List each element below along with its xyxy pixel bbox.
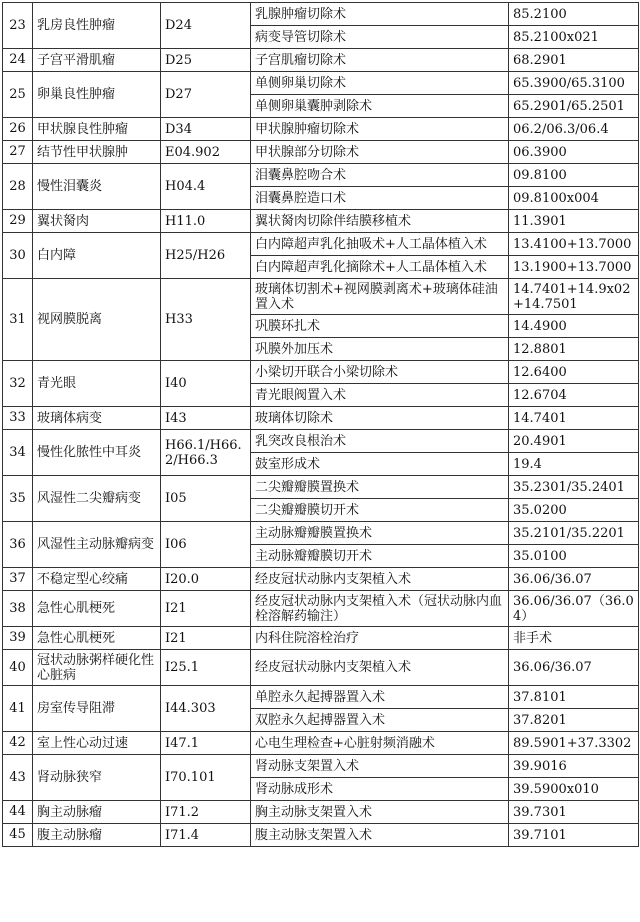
procedure-code-cell: 36.06/36.07（36.04） xyxy=(509,591,639,627)
procedure-code-cell: 11.3901 xyxy=(509,210,639,233)
disease-name-cell: 肾动脉狭窄 xyxy=(33,755,161,801)
procedure-code-cell: 非手术 xyxy=(509,627,639,650)
procedure-code-cell: 13.1900+13.7000 xyxy=(509,256,639,279)
procedure-code-cell: 35.0200 xyxy=(509,499,639,522)
procedure-code-cell: 35.0100 xyxy=(509,545,639,568)
procedure-name-cell: 肾动脉支架置入术 xyxy=(251,755,509,778)
table-row xyxy=(3,3,639,26)
disease-name-cell: 房室传导阻滞 xyxy=(33,686,161,732)
table-row xyxy=(3,686,639,709)
procedure-code-cell: 37.8101 xyxy=(509,686,639,709)
procedure-name-cell: 病变导管切除术 xyxy=(251,26,509,49)
row-number-cell: 38 xyxy=(3,591,33,627)
disease-name-cell: 风湿性主动脉瓣病变 xyxy=(33,522,161,568)
row-number-cell: 39 xyxy=(3,627,33,650)
procedure-name-cell: 乳腺肿瘤切除术 xyxy=(251,3,509,26)
procedure-code-cell: 35.2101/35.2201 xyxy=(509,522,639,545)
procedure-code-cell: 12.8801 xyxy=(509,338,639,361)
row-number-cell: 44 xyxy=(3,801,33,824)
row-number-cell: 32 xyxy=(3,361,33,407)
procedure-name-cell: 甲状腺部分切除术 xyxy=(251,141,509,164)
icd-code-cell: I05 xyxy=(161,476,251,522)
disease-procedure-table xyxy=(2,2,639,847)
disease-name-cell: 乳房良性肿瘤 xyxy=(33,3,161,49)
icd-code-cell: D34 xyxy=(161,118,251,141)
row-number-cell: 26 xyxy=(3,118,33,141)
disease-name-cell: 青光眼 xyxy=(33,361,161,407)
icd-code-cell: I70.101 xyxy=(161,755,251,801)
procedure-name-cell: 主动脉瓣瓣膜置换术 xyxy=(251,522,509,545)
icd-code-cell: D25 xyxy=(161,49,251,72)
table-row xyxy=(3,650,639,686)
procedure-code-cell: 06.3900 xyxy=(509,141,639,164)
procedure-code-cell: 19.4 xyxy=(509,453,639,476)
procedure-name-cell: 经皮冠状动脉内支架植入术（冠状动脉内血栓溶解药输注） xyxy=(251,591,509,627)
procedure-code-cell: 39.9016 xyxy=(509,755,639,778)
disease-name-cell: 结节性甲状腺肿 xyxy=(33,141,161,164)
disease-name-cell: 室上性心动过速 xyxy=(33,732,161,755)
disease-name-cell: 翼状胬肉 xyxy=(33,210,161,233)
row-number-cell: 29 xyxy=(3,210,33,233)
procedure-name-cell: 肾动脉成形术 xyxy=(251,778,509,801)
procedure-code-cell: 12.6400 xyxy=(509,361,639,384)
icd-code-cell: I21 xyxy=(161,627,251,650)
procedure-code-cell: 85.2100 xyxy=(509,3,639,26)
procedure-name-cell: 乳突改良根治术 xyxy=(251,430,509,453)
disease-name-cell: 白内障 xyxy=(33,233,161,279)
procedure-name-cell: 青光眼阀置入术 xyxy=(251,384,509,407)
procedure-code-cell: 36.06/36.07 xyxy=(509,650,639,686)
table-row xyxy=(3,49,639,72)
icd-code-cell: I47.1 xyxy=(161,732,251,755)
disease-name-cell: 风湿性二尖瓣病变 xyxy=(33,476,161,522)
table-row xyxy=(3,627,639,650)
procedure-name-cell: 内科住院溶栓治疗 xyxy=(251,627,509,650)
table-row xyxy=(3,164,639,187)
icd-code-cell: I25.1 xyxy=(161,650,251,686)
icd-code-cell: E04.902 xyxy=(161,141,251,164)
procedure-name-cell: 二尖瓣瓣膜置换术 xyxy=(251,476,509,499)
procedure-code-cell: 68.2901 xyxy=(509,49,639,72)
icd-code-cell: H33 xyxy=(161,279,251,361)
procedure-name-cell: 子宫肌瘤切除术 xyxy=(251,49,509,72)
icd-code-cell: H04.4 xyxy=(161,164,251,210)
row-number-cell: 45 xyxy=(3,824,33,847)
icd-code-cell: I71.2 xyxy=(161,801,251,824)
procedure-name-cell: 单侧卵巢切除术 xyxy=(251,72,509,95)
row-number-cell: 40 xyxy=(3,650,33,686)
icd-code-cell: I43 xyxy=(161,407,251,430)
procedure-name-cell: 二尖瓣瓣膜切开术 xyxy=(251,499,509,522)
row-number-cell: 34 xyxy=(3,430,33,476)
procedure-name-cell: 心电生理检查+心脏射频消融术 xyxy=(251,732,509,755)
row-number-cell: 43 xyxy=(3,755,33,801)
procedure-name-cell: 双腔永久起搏器置入术 xyxy=(251,709,509,732)
procedure-name-cell: 经皮冠状动脉内支架植入术 xyxy=(251,568,509,591)
procedure-name-cell: 经皮冠状动脉内支架植入术 xyxy=(251,650,509,686)
procedure-code-cell: 36.06/36.07 xyxy=(509,568,639,591)
procedure-code-cell: 39.7301 xyxy=(509,801,639,824)
row-number-cell: 25 xyxy=(3,72,33,118)
procedure-code-cell: 85.2100x021 xyxy=(509,26,639,49)
disease-name-cell: 子宫平滑肌瘤 xyxy=(33,49,161,72)
disease-name-cell: 玻璃体病变 xyxy=(33,407,161,430)
procedure-name-cell: 泪囊鼻腔造口术 xyxy=(251,187,509,210)
procedure-code-cell: 09.8100 xyxy=(509,164,639,187)
table-row xyxy=(3,72,639,95)
icd-code-cell: I21 xyxy=(161,591,251,627)
table-row xyxy=(3,118,639,141)
procedure-code-cell: 39.7101 xyxy=(509,824,639,847)
row-number-cell: 37 xyxy=(3,568,33,591)
procedure-name-cell: 主动脉瓣瓣膜切开术 xyxy=(251,545,509,568)
table-row xyxy=(3,824,639,847)
table-row xyxy=(3,755,639,778)
table-row xyxy=(3,407,639,430)
icd-code-cell: I71.4 xyxy=(161,824,251,847)
procedure-name-cell: 小梁切开联合小梁切除术 xyxy=(251,361,509,384)
procedure-name-cell: 胸主动脉支架置入术 xyxy=(251,801,509,824)
row-number-cell: 27 xyxy=(3,141,33,164)
procedure-name-cell: 单腔永久起搏器置入术 xyxy=(251,686,509,709)
icd-code-cell: I44.303 xyxy=(161,686,251,732)
procedure-name-cell: 巩膜外加压术 xyxy=(251,338,509,361)
disease-name-cell: 急性心肌梗死 xyxy=(33,591,161,627)
row-number-cell: 35 xyxy=(3,476,33,522)
procedure-name-cell: 巩膜环扎术 xyxy=(251,315,509,338)
procedure-code-cell: 13.4100+13.7000 xyxy=(509,233,639,256)
table-row xyxy=(3,430,639,453)
row-number-cell: 24 xyxy=(3,49,33,72)
procedure-name-cell: 腹主动脉支架置入术 xyxy=(251,824,509,847)
disease-name-cell: 慢性泪囊炎 xyxy=(33,164,161,210)
table-row xyxy=(3,568,639,591)
disease-name-cell: 甲状腺良性肿瘤 xyxy=(33,118,161,141)
procedure-code-cell: 12.6704 xyxy=(509,384,639,407)
procedure-code-cell: 14.7401 xyxy=(509,407,639,430)
procedure-code-cell: 65.3900/65.3100 xyxy=(509,72,639,95)
row-number-cell: 42 xyxy=(3,732,33,755)
procedure-name-cell: 玻璃体切割术+视网膜剥离术+玻璃体硅油置入术 xyxy=(251,279,509,315)
disease-name-cell: 冠状动脉粥样硬化性心脏病 xyxy=(33,650,161,686)
disease-name-cell: 不稳定型心绞痛 xyxy=(33,568,161,591)
procedure-name-cell: 白内障超声乳化抽吸术+人工晶体植入术 xyxy=(251,233,509,256)
table-row xyxy=(3,361,639,384)
procedure-name-cell: 玻璃体切除术 xyxy=(251,407,509,430)
procedure-name-cell: 翼状胬肉切除伴结膜移植术 xyxy=(251,210,509,233)
table-row xyxy=(3,279,639,315)
table-row xyxy=(3,801,639,824)
row-number-cell: 30 xyxy=(3,233,33,279)
table-row xyxy=(3,476,639,499)
procedure-code-cell: 65.2901/65.2501 xyxy=(509,95,639,118)
table-body xyxy=(3,3,639,847)
table-row xyxy=(3,522,639,545)
table-row xyxy=(3,141,639,164)
procedure-name-cell: 鼓室形成术 xyxy=(251,453,509,476)
procedure-name-cell: 单侧卵巢囊肿剥除术 xyxy=(251,95,509,118)
row-number-cell: 33 xyxy=(3,407,33,430)
procedure-code-cell: 06.2/06.3/06.4 xyxy=(509,118,639,141)
icd-code-cell: I40 xyxy=(161,361,251,407)
disease-name-cell: 急性心肌梗死 xyxy=(33,627,161,650)
icd-code-cell: H11.0 xyxy=(161,210,251,233)
procedure-code-cell: 89.5901+37.3302 xyxy=(509,732,639,755)
disease-name-cell: 卵巢良性肿瘤 xyxy=(33,72,161,118)
procedure-name-cell: 泪囊鼻腔吻合术 xyxy=(251,164,509,187)
table-row xyxy=(3,233,639,256)
procedure-table-container xyxy=(2,2,638,847)
disease-name-cell: 胸主动脉瘤 xyxy=(33,801,161,824)
icd-code-cell: D24 xyxy=(161,3,251,49)
icd-code-cell: H66.1/H66.2/H66.3 xyxy=(161,430,251,476)
disease-name-cell: 腹主动脉瘤 xyxy=(33,824,161,847)
row-number-cell: 23 xyxy=(3,3,33,49)
procedure-name-cell: 甲状腺肿瘤切除术 xyxy=(251,118,509,141)
table-row xyxy=(3,732,639,755)
table-row xyxy=(3,591,639,627)
icd-code-cell: I06 xyxy=(161,522,251,568)
procedure-name-cell: 白内障超声乳化摘除术+人工晶体植入术 xyxy=(251,256,509,279)
icd-code-cell: D27 xyxy=(161,72,251,118)
disease-name-cell: 视网膜脱离 xyxy=(33,279,161,361)
procedure-code-cell: 14.7401+14.9x02+14.7501 xyxy=(509,279,639,315)
row-number-cell: 28 xyxy=(3,164,33,210)
table-row xyxy=(3,210,639,233)
procedure-code-cell: 20.4901 xyxy=(509,430,639,453)
procedure-code-cell: 39.5900x010 xyxy=(509,778,639,801)
disease-name-cell: 慢性化脓性中耳炎 xyxy=(33,430,161,476)
row-number-cell: 31 xyxy=(3,279,33,361)
procedure-code-cell: 35.2301/35.2401 xyxy=(509,476,639,499)
row-number-cell: 36 xyxy=(3,522,33,568)
icd-code-cell: H25/H26 xyxy=(161,233,251,279)
procedure-code-cell: 37.8201 xyxy=(509,709,639,732)
procedure-code-cell: 14.4900 xyxy=(509,315,639,338)
procedure-code-cell: 09.8100x004 xyxy=(509,187,639,210)
row-number-cell: 41 xyxy=(3,686,33,732)
icd-code-cell: I20.0 xyxy=(161,568,251,591)
